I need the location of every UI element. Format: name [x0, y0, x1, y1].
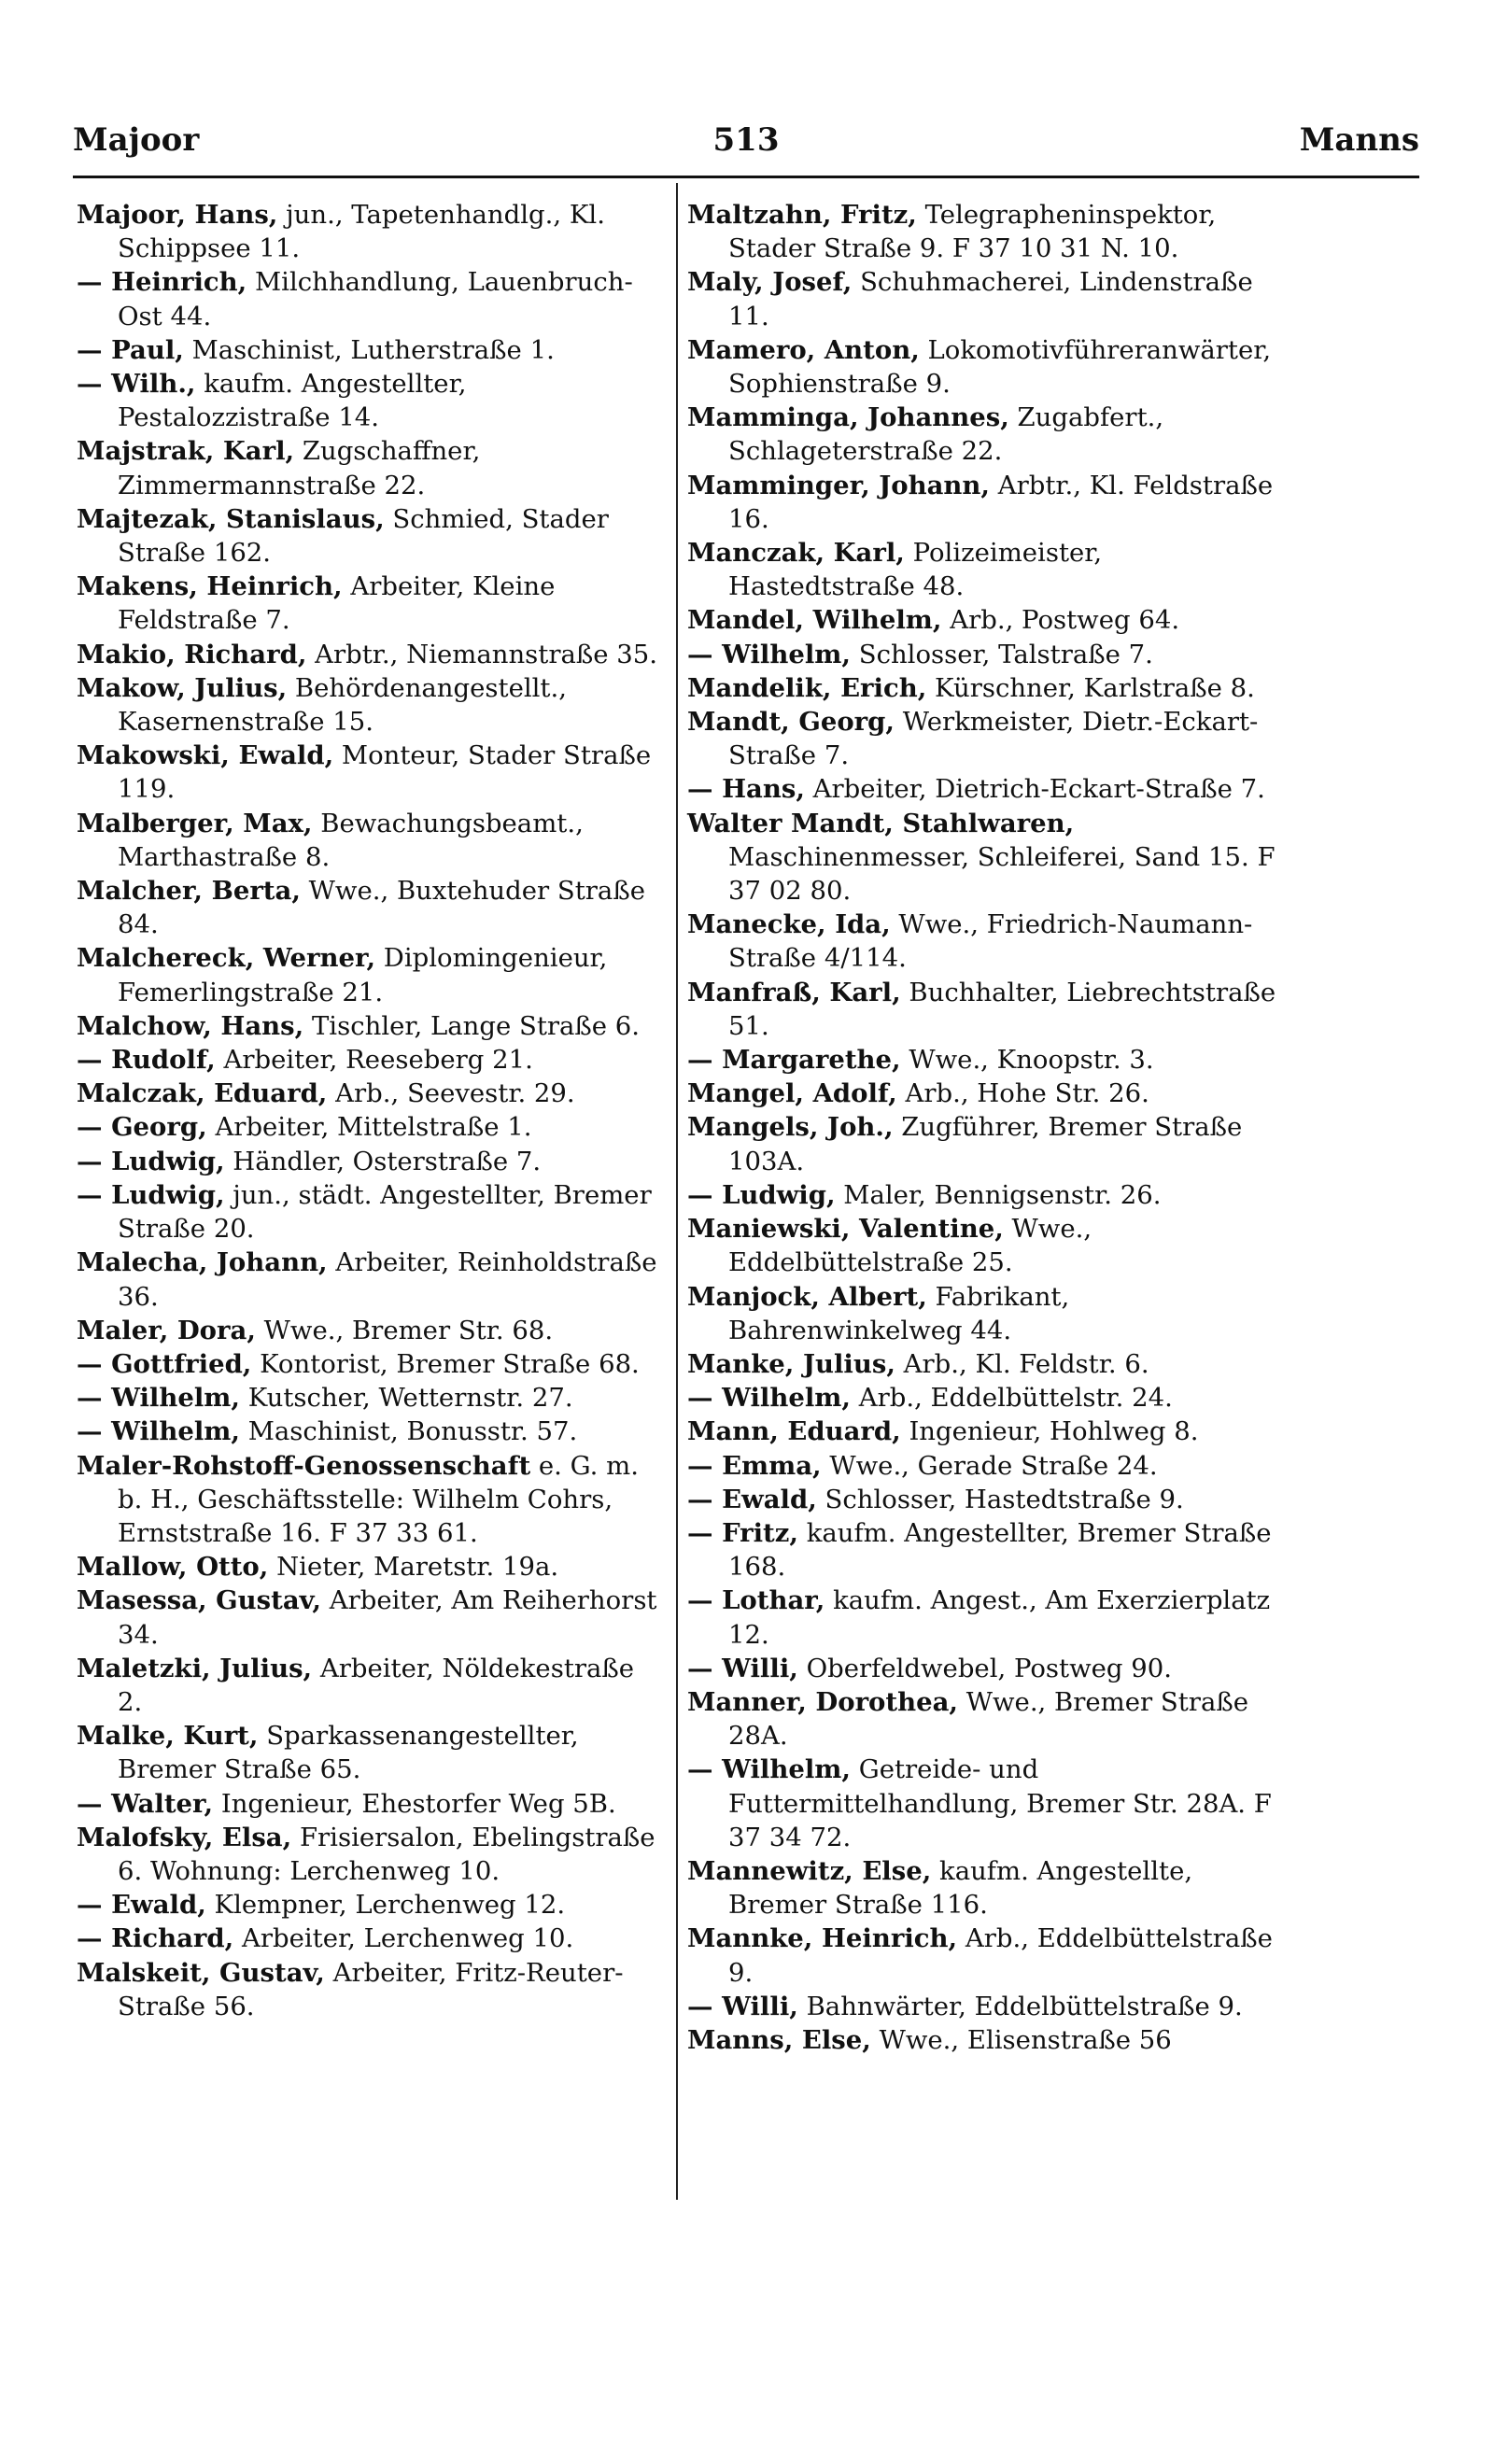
entry-name: — Georg,: [77, 1112, 207, 1143]
entry-details: Wwe., Eddelbüttelstraße 25.: [728, 1214, 1092, 1278]
entry-details: Arbeiter, Reinholdstraße 36.: [118, 1247, 657, 1312]
entry-name: — Richard,: [77, 1923, 234, 1954]
entry-details: jun., Tapetenhandlg., Kl. Schippsee 11.: [118, 200, 605, 264]
entry-details: Tischler, Lange Straße 6.: [303, 1010, 641, 1041]
directory-entry: [687, 1043, 1285, 1077]
directory-entry: [687, 1753, 1285, 1854]
entry-name: — Walter,: [77, 1788, 214, 1819]
entry-details: Schlosser, Talstraße 7.: [850, 639, 1153, 669]
directory-entry: [687, 976, 1285, 1043]
directory-entry: [77, 1652, 665, 1719]
entry-details: Fabrikant, Bahrenwinkelweg 44.: [728, 1281, 1070, 1345]
entry-name: — Gottfried,: [77, 1348, 252, 1379]
entry-details: Arbtr., Niemannstraße 35.: [306, 639, 658, 669]
entry-name: Malofsky, Elsa,: [77, 1822, 292, 1852]
entry-details: Arbeiter, Dietrich-Eckart-Straße 7.: [804, 774, 1265, 805]
entry-details: Wwe., Friedrich-Naumann-Straße 4/114.: [728, 909, 1253, 974]
directory-entry: [687, 1415, 1285, 1448]
entry-details: Polizeimeister, Hastedtstraße 48.: [728, 538, 1103, 602]
directory-entry: [687, 1347, 1285, 1381]
entry-name: Malke, Kurt,: [77, 1721, 259, 1752]
entry-name: Manns, Else,: [687, 2024, 871, 2055]
page-number: 513: [712, 121, 780, 159]
directory-entry: [77, 638, 665, 671]
entry-details: Sparkassenangestellter, Bremer Straße 65.: [118, 1721, 579, 1785]
entry-name: — Wilhelm,: [687, 639, 851, 669]
directory-entry: [687, 1990, 1285, 2023]
entry-name: — Wilh.,: [77, 369, 196, 400]
entry-details: Zugschaffner, Zimmermannstraße 22.: [118, 436, 481, 500]
directory-entry: [687, 469, 1285, 536]
header-rule: [73, 176, 1419, 178]
entry-name: — Wilhelm,: [77, 1416, 240, 1447]
entry-name: — Heinrich,: [77, 267, 247, 298]
directory-entry: [687, 1652, 1285, 1685]
entry-details: Arb., Postweg 64.: [941, 605, 1180, 636]
entry-name: — Willi,: [687, 1991, 798, 2021]
entry-details: Nieter, Maretstr. 19a.: [268, 1552, 559, 1583]
entry-name: Malchow, Hans,: [77, 1010, 304, 1041]
entry-details: Wwe., Elisenstraße 56: [870, 2024, 1172, 2055]
directory-entry: [687, 807, 1285, 908]
entry-details: kaufm. Angest., Am Exerzierplatz 12.: [728, 1585, 1271, 1650]
entry-name: Manczak, Karl,: [687, 538, 905, 569]
directory-entry: [77, 1922, 665, 1955]
directory-entry: [77, 1787, 665, 1821]
entry-details: Arb., Eddelbüttelstraße 9.: [728, 1923, 1273, 1988]
entry-details: Maschinenmesser, Schleiferei, Sand 15. F 37 02 80.: [728, 841, 1276, 907]
directory-entry: [77, 874, 665, 941]
entry-name: Manecke, Ida,: [687, 909, 891, 940]
entry-details: Kürschner, Karlstraße 8.: [926, 672, 1255, 703]
directory-entry: [687, 603, 1285, 637]
entry-details: Monteur, Stader Straße 119.: [118, 740, 652, 805]
entry-name: Maler, Dora,: [77, 1315, 256, 1345]
directory-entry: [687, 1922, 1285, 1989]
page-header: [73, 112, 1419, 168]
entry-details: Wwe., Bremer Str. 68.: [255, 1315, 554, 1345]
entry-name: — Wilhelm,: [77, 1383, 240, 1414]
directory-entry: [687, 1212, 1285, 1279]
directory-entry: [77, 333, 665, 367]
entry-details: Diplomingenieur, Femerlingstraße 21.: [118, 943, 608, 1007]
entry-details: Ingenieur, Ehestorfer Weg 5B.: [213, 1788, 616, 1819]
entry-name: Majtezak, Stanislaus,: [77, 503, 385, 534]
entry-details: Schuhmacherei, Lindenstraße 11.: [728, 267, 1253, 331]
entry-details: Arb., Seevestr. 29.: [327, 1078, 575, 1109]
directory-entry: [687, 908, 1285, 975]
entry-name: Majstrak, Karl,: [77, 436, 295, 467]
directory-entry: [77, 807, 665, 874]
column-divider: [676, 183, 678, 2200]
directory-entry: [77, 1821, 665, 1888]
entry-details: Klempner, Lerchenweg 12.: [205, 1890, 566, 1921]
entry-details: Arbeiter, Kleine Feldstraße 7.: [118, 571, 556, 636]
entry-details: jun., städt. Angestellter, Bremer Straße 20.: [118, 1179, 652, 1245]
directory-entry: [77, 1077, 665, 1110]
entry-name: Makio, Richard,: [77, 639, 307, 669]
directory-entry: [77, 1145, 665, 1178]
entry-details: Zugführer, Bremer Straße 103A.: [728, 1112, 1243, 1176]
entry-name: Manner, Dorothea,: [687, 1686, 958, 1717]
entry-name: — Margarethe,: [687, 1045, 901, 1076]
entry-details: kaufm. Angestellte, Bremer Straße 116.: [728, 1855, 1193, 1921]
entry-name: — Ewald,: [687, 1484, 817, 1514]
directory-entry: [687, 265, 1285, 332]
entry-name: Mamero, Anton,: [687, 334, 920, 365]
entry-name: — Lothar,: [687, 1585, 825, 1616]
directory-entry: [687, 536, 1285, 603]
entry-name: Mandel, Wilhelm,: [687, 605, 942, 636]
directory-entry: [77, 367, 665, 434]
entry-name: Manjock, Albert,: [687, 1281, 927, 1312]
entry-name: Malcher, Berta,: [77, 876, 301, 907]
directory-entry: [77, 1347, 665, 1381]
entry-details: Behördenangestellt., Kasernenstraße 15.: [118, 672, 567, 738]
entry-name: Mangel, Adolf,: [687, 1078, 897, 1109]
entry-name: Walter Mandt, Stahlwaren,: [687, 808, 1075, 838]
directory-entry: [77, 570, 665, 637]
entry-details: Maschinist, Bonusstr. 57.: [239, 1416, 578, 1447]
entry-name: — Wilhelm,: [687, 1383, 851, 1414]
entry-details: Wwe., Buxtehuder Straße 84.: [118, 876, 645, 940]
directory-entry: [687, 1381, 1285, 1415]
directory-entry: [687, 1110, 1285, 1177]
entry-name: Mangels, Joh.,: [687, 1112, 894, 1143]
entry-details: Werkmeister, Dietr.-Eckart-Straße 7.: [728, 707, 1259, 771]
directory-entry: [77, 671, 665, 739]
entry-name: — Emma,: [687, 1450, 822, 1481]
entry-name: — Ludwig,: [77, 1179, 225, 1210]
entry-name: — Hans,: [687, 774, 805, 805]
entry-name: Makow, Julius,: [77, 672, 288, 703]
entry-name: Maltzahn, Fritz,: [687, 200, 917, 230]
entry-name: Malberger, Max,: [77, 808, 313, 838]
right-column: [687, 198, 1285, 2057]
entry-details: Ingenieur, Hohlweg 8.: [900, 1416, 1199, 1447]
directory-entry: [687, 1178, 1285, 1212]
entry-name: Malecha, Johann,: [77, 1247, 328, 1278]
entry-details: Arbeiter, Lerchenweg 10.: [233, 1923, 574, 1954]
directory-entry: [77, 502, 665, 570]
entry-name: Majoor, Hans,: [77, 200, 278, 230]
entry-details: Arb., Kl. Feldstr. 6.: [895, 1348, 1149, 1379]
entry-details: Wwe., Gerade Straße 24.: [821, 1450, 1158, 1481]
entry-details: Bewachungsbeamt., Marthastraße 8.: [118, 808, 584, 872]
entry-name: Makowski, Ewald,: [77, 740, 334, 771]
entry-name: Masessa, Gustav,: [77, 1585, 321, 1616]
directory-entry: [77, 1110, 665, 1144]
entry-name: — Ewald,: [77, 1890, 206, 1921]
entry-details: Wwe., Bremer Straße 28A.: [728, 1686, 1248, 1752]
entry-details: Arbeiter, Fritz-Reuter-Straße 56.: [118, 1957, 624, 2021]
entry-name: — Wilhelm,: [687, 1754, 851, 1785]
entry-details: Maler, Bennigsenstr. 26.: [835, 1179, 1162, 1210]
directory-entry: [77, 434, 665, 501]
entry-name: Maletzki, Julius,: [77, 1653, 313, 1683]
directory-entry: [77, 1449, 665, 1551]
directory-entry: [77, 1043, 665, 1077]
entry-name: Mallow, Otto,: [77, 1552, 269, 1583]
entry-name: Maniewski, Valentine,: [687, 1214, 1004, 1245]
entry-name: Maler-Rohstoff-Genossenschaft: [77, 1450, 531, 1481]
directory-entry: [77, 1009, 665, 1043]
entry-details: Arbeiter, Am Reiherhorst 34.: [118, 1585, 657, 1650]
entry-name: Mann, Eduard,: [687, 1416, 901, 1447]
entry-details: Milchhandlung, Lauenbruch-Ost 44.: [118, 267, 633, 331]
entry-details: Schlosser, Hastedtstraße 9.: [816, 1484, 1184, 1514]
directory-entry: [77, 1584, 665, 1651]
left-column: [77, 198, 665, 2023]
directory-entry: [687, 772, 1285, 806]
entry-details: Wwe., Knoopstr. 3.: [900, 1045, 1154, 1076]
directory-entry: [687, 1516, 1285, 1584]
directory-entry: [687, 671, 1285, 705]
directory-entry: [77, 1888, 665, 1922]
directory-entry: [687, 2023, 1285, 2057]
directory-entry: [77, 1314, 665, 1347]
directory-entry: [77, 1246, 665, 1313]
entry-name: Makens, Heinrich,: [77, 571, 343, 602]
entry-name: Manfraß, Karl,: [687, 977, 901, 1007]
directory-entry: [687, 1077, 1285, 1110]
entry-name: Malchereck, Werner,: [77, 943, 376, 974]
entry-name: — Ludwig,: [687, 1179, 836, 1210]
directory-entry: [687, 1685, 1285, 1753]
directory-entry: [77, 941, 665, 1008]
directory-entry: [77, 1178, 665, 1246]
directory-entry: [687, 638, 1285, 671]
entry-details: Getreide- und Futtermittelhandlung, Bremer Str. 28A. F 37 34 72.: [728, 1754, 1272, 1852]
header-left-keyword: Majoor: [73, 121, 200, 159]
entry-details: Händler, Osterstraße 7.: [224, 1146, 542, 1176]
entry-details: kaufm. Angestellter, Bremer Straße 168.: [728, 1517, 1272, 1583]
directory-entry: [687, 401, 1285, 468]
directory-entry: [687, 1584, 1285, 1651]
entry-details: Lokomotivführeranwärter, Sophienstraße 9.: [728, 334, 1272, 400]
directory-entry: [77, 1381, 665, 1415]
directory-entry: [687, 1280, 1285, 1347]
directory-entry: [687, 1449, 1285, 1483]
entry-details: Arbtr., Kl. Feldstraße 16.: [728, 470, 1274, 534]
entry-details: Schmied, Stader Straße 162.: [118, 503, 609, 569]
entry-details: Arbeiter, Nöldekestraße 2.: [118, 1653, 635, 1717]
entry-name: — Paul,: [77, 334, 184, 365]
directory-entry: [687, 1854, 1285, 1922]
entry-name: Mandelik, Erich,: [687, 672, 927, 703]
entry-details: Telegrapheninspektor, Stader Straße 9. F 37 10 31 N. 10.: [728, 200, 1217, 264]
directory-entry: [77, 198, 665, 265]
entry-name: — Rudolf,: [77, 1045, 216, 1076]
entry-details: e. G. m. b. H., Geschäftsstelle: Wilhelm Cohrs, Ernststraße 16. F 37 33 61.: [118, 1450, 639, 1548]
entry-details: Arb., Hohe Str. 26.: [896, 1078, 1149, 1109]
directory-entry: [77, 1415, 665, 1448]
directory-entry: [687, 333, 1285, 401]
entry-name: Maly, Josef,: [687, 267, 853, 298]
entry-name: Malczak, Eduard,: [77, 1078, 328, 1109]
entry-details: Buchhalter, Liebrechtstraße 51.: [728, 977, 1276, 1041]
header-right-keyword: Manns: [1299, 121, 1419, 159]
directory-entry: [687, 1483, 1285, 1516]
directory-entry: [77, 265, 665, 332]
entry-name: Mamminger, Johann,: [687, 470, 990, 500]
entry-name: Mandt, Georg,: [687, 707, 895, 738]
entry-name: — Willi,: [687, 1653, 798, 1683]
entry-details: Arb., Eddelbüttelstr. 24.: [850, 1383, 1173, 1414]
directory-entry: [77, 1719, 665, 1786]
directory-entry: [77, 739, 665, 806]
directory-entry: [77, 1956, 665, 2023]
entry-name: Mamminga, Johannes,: [687, 402, 1009, 433]
entry-details: Zugabfert., Schlageterstraße 22.: [728, 402, 1164, 467]
entry-details: kaufm. Angestellter, Pestalozzistraße 14.: [118, 369, 467, 433]
entry-details: Oberfeldwebel, Postweg 90.: [797, 1653, 1172, 1683]
entry-details: Kontorist, Bremer Straße 68.: [251, 1348, 640, 1379]
entry-name: — Ludwig,: [77, 1146, 225, 1176]
directory-entry: [687, 705, 1285, 772]
entry-details: Bahnwärter, Eddelbüttelstraße 9.: [797, 1991, 1243, 2021]
entry-details: Frisiersalon, Ebelingstraße 6. Wohnung: Lerchenweg 10.: [118, 1822, 655, 1886]
entry-name: Mannewitz, Else,: [687, 1855, 932, 1886]
directory-entry: [77, 1550, 665, 1584]
entry-name: Manke, Julius,: [687, 1348, 895, 1379]
entry-details: Arbeiter, Reeseberg 21.: [215, 1045, 533, 1076]
entry-name: Mannke, Heinrich,: [687, 1923, 958, 1954]
entry-name: Malskeit, Gustav,: [77, 1957, 325, 1988]
entry-details: Maschinist, Lutherstraße 1.: [183, 334, 555, 365]
directory-entry: [687, 198, 1285, 265]
entry-name: — Fritz,: [687, 1517, 798, 1548]
entry-details: Arbeiter, Mittelstraße 1.: [206, 1112, 532, 1143]
entry-details: Kutscher, Wetternstr. 27.: [239, 1383, 573, 1414]
